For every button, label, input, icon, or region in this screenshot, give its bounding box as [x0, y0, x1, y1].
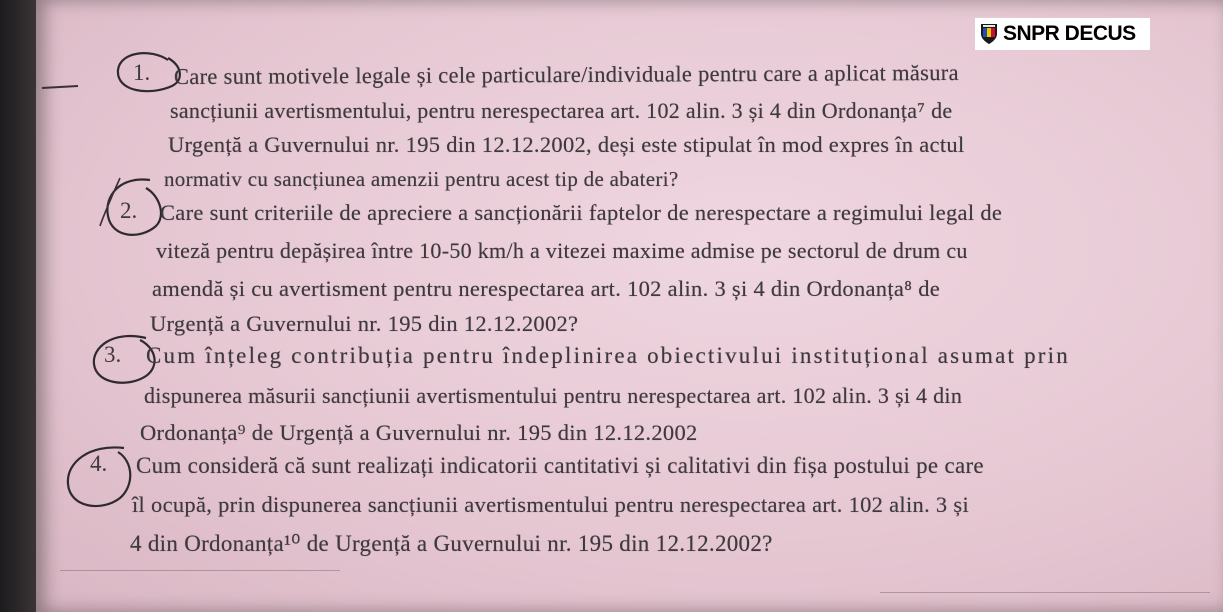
question-4-line-2: îl ocupă, prin dispunerea sancțiunii avertismentului pentru nerespectarea art. 102 alin. 3 și [132, 492, 970, 517]
question-1-line-2: sancțiunii avertismentului, pentru nerespectarea art. 102 alin. 3 și 4 din Ordonanța⁷ de [170, 98, 953, 123]
shield-icon [979, 22, 999, 46]
question-number: 3. [104, 342, 122, 367]
question-number: 2. [120, 198, 138, 223]
question-1-line-4: normativ cu sancțiunea amenzii pentru acest tip de abateri? [164, 167, 679, 191]
question-1-line-3: Urgență a Guvernului nr. 195 din 12.12.2002, deși este stipulat în mod expres în actul [168, 132, 965, 157]
question-1-line-1: Care sunt motivele legale și cele particulare/individuale pentru care a aplicat măsura [173, 59, 959, 90]
question-number: 4. [90, 451, 108, 476]
fold-line [60, 570, 340, 571]
question-4-line-1: Cum consideră că sunt realizați indicatorii cantitativi și calitativi din fișa postului pe care [136, 453, 984, 478]
question-3-line-3: Ordonanța⁹ de Urgență a Guvernului nr. 195 din 12.12.2002 [140, 420, 698, 445]
question-2-line-2: viteză pentru depășirea între 10-50 km/h a vitezei maxime admise pe sectorul de drum cu [156, 238, 968, 263]
document-page [36, 0, 1223, 612]
question-3-line-2: dispunerea măsurii sancțiunii avertismentului pentru nerespectarea art. 102 alin. 3 și 4 din [144, 383, 963, 408]
logo-text: SNPR DECUS [1003, 22, 1136, 45]
question-4-line-3: 4 din Ordonanța¹⁰ de Urgență a Guvernului nr. 195 din 12.12.2002? [130, 531, 773, 556]
watermark-logo [975, 18, 1150, 50]
fold-line [880, 592, 1210, 593]
question-2-line-3: amendă și cu avertisment pentru nerespectarea art. 102 alin. 3 și 4 din Ordonanța⁸ de [152, 276, 941, 301]
question-number: 1. [133, 60, 151, 85]
question-2-line-1: Care sunt criteriile de apreciere a sancționării faptelor de nerespectare a regimului legal de [160, 200, 1003, 225]
question-2-line-4: Urgență a Guvernului nr. 195 din 12.12.2002? [150, 311, 579, 336]
question-3-line-1: Cum înțeleg contribuția pentru îndeplinirea obiectivului instituțional asumat prin [146, 343, 1070, 368]
